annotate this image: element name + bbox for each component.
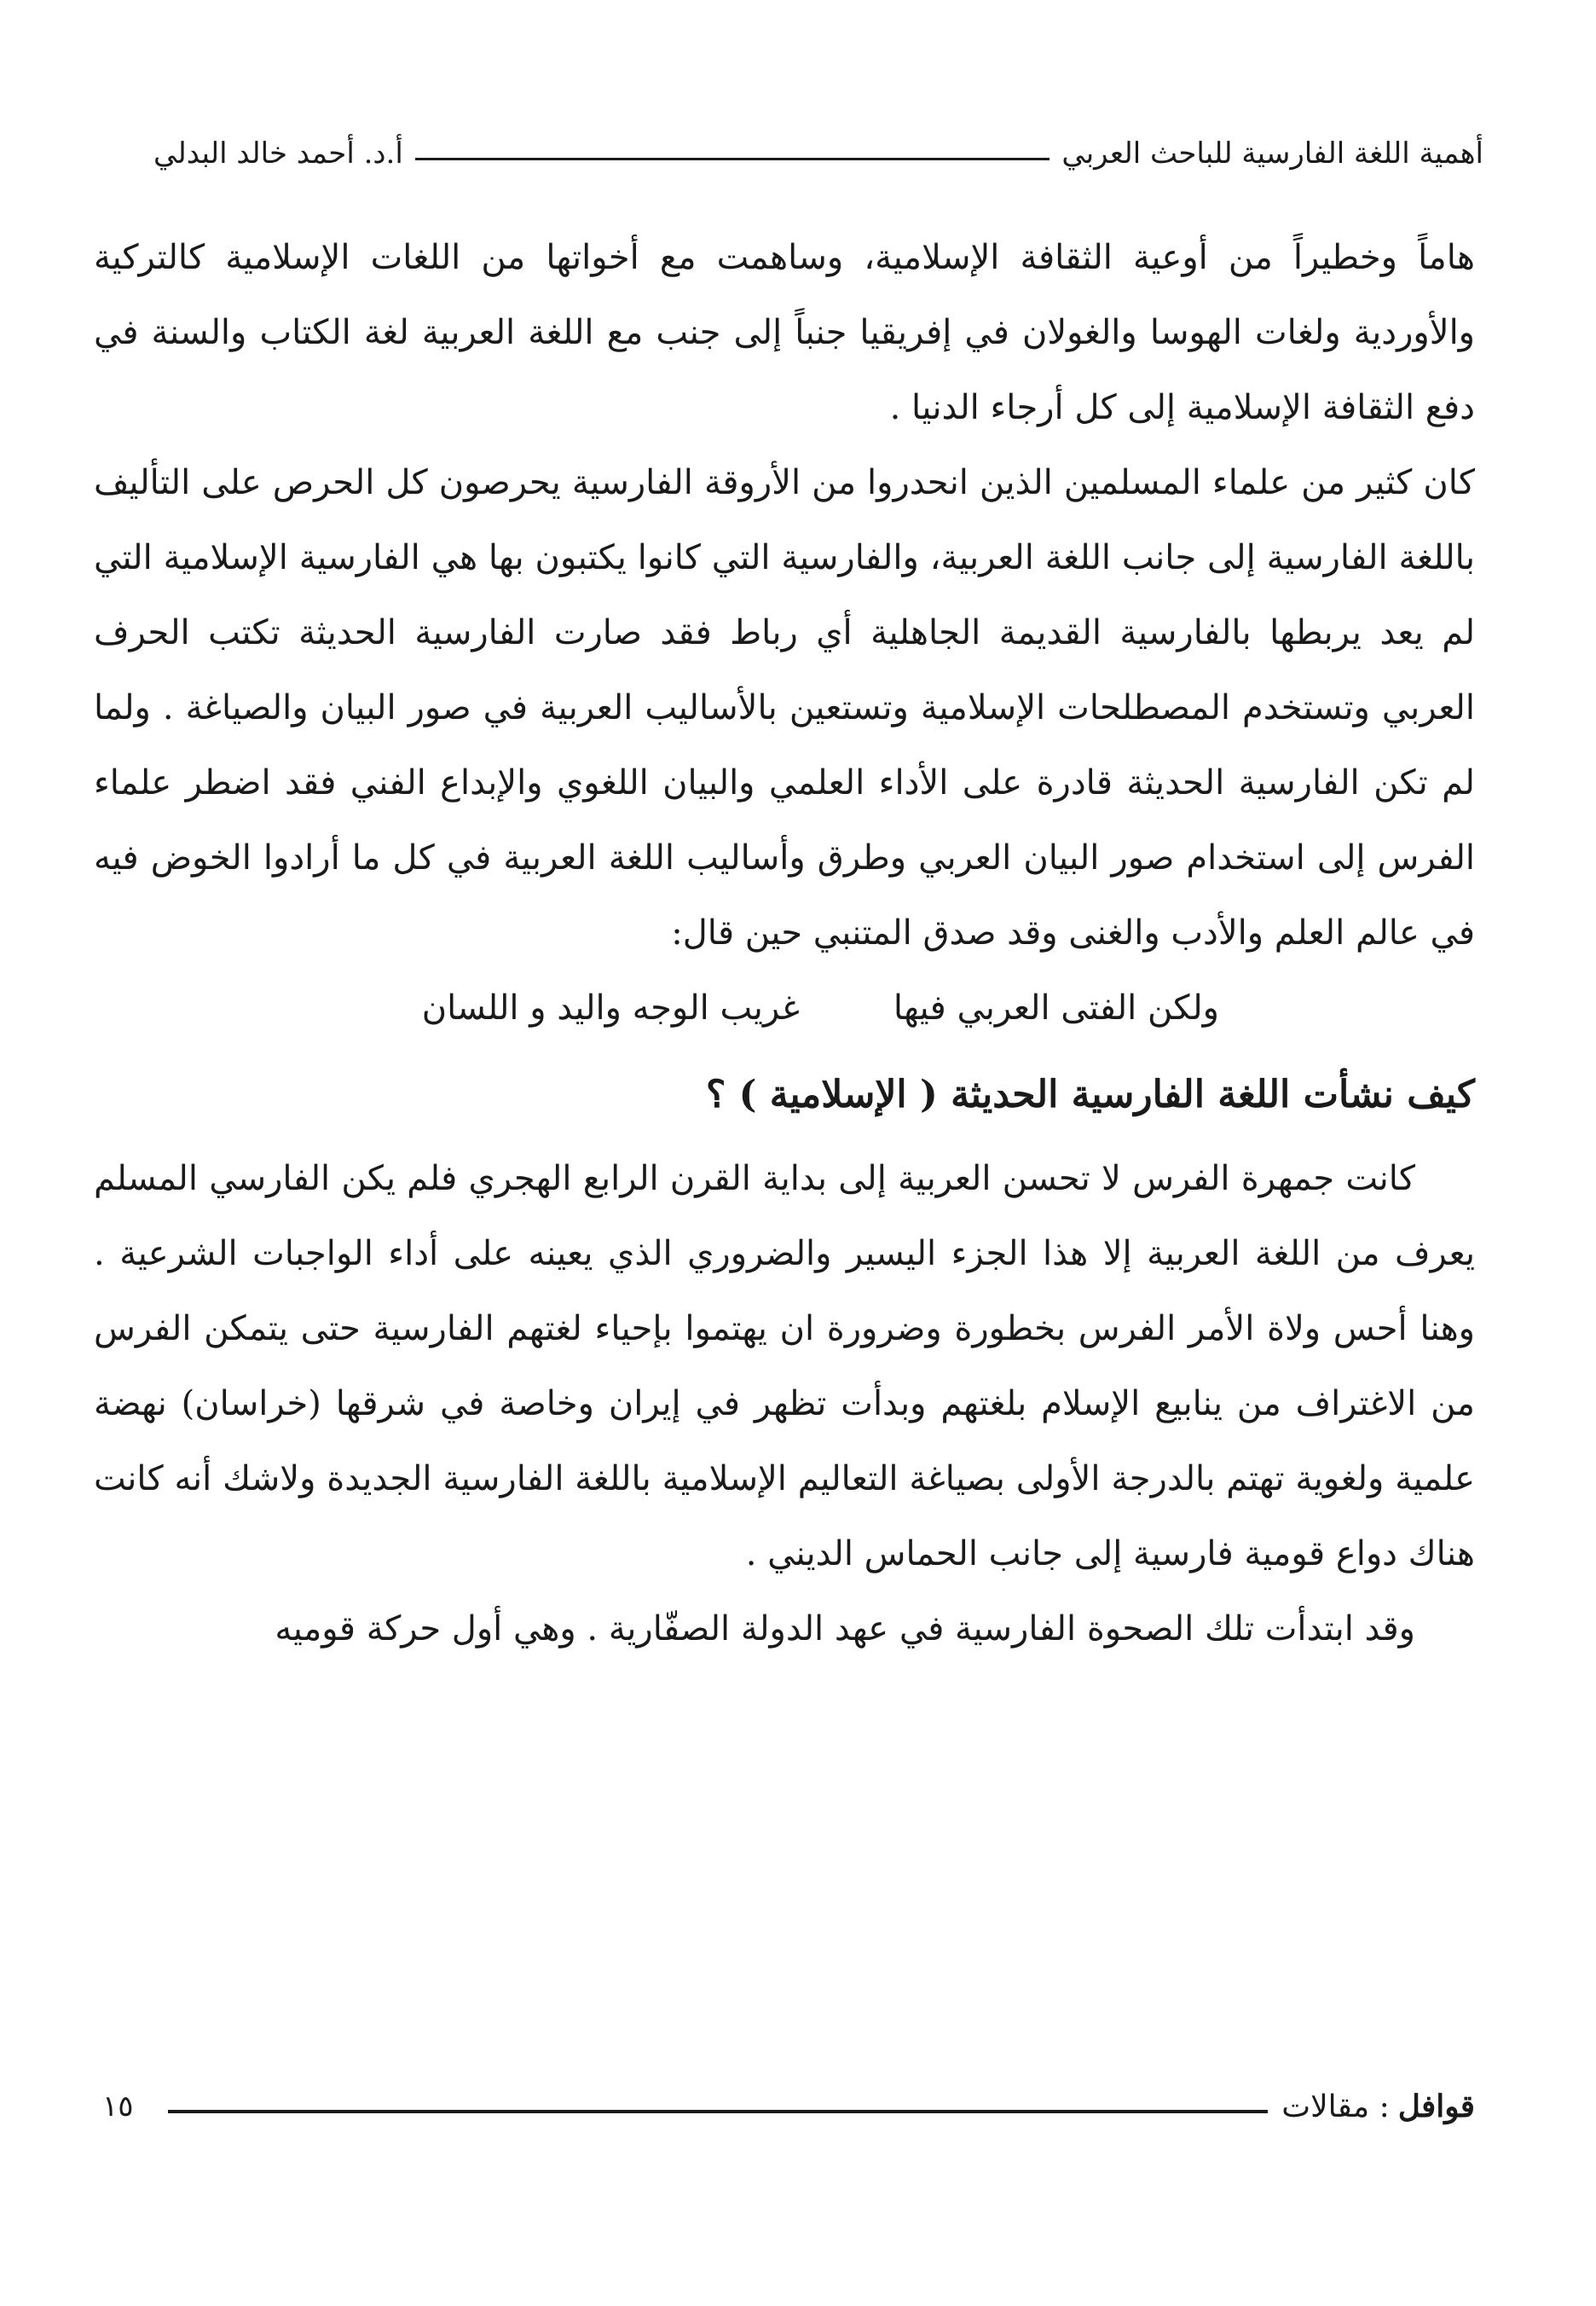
running-footer xyxy=(102,2081,1475,2132)
footer-journal: قوافل xyxy=(1397,2089,1475,2124)
verse-first-hemistich: ولكن الفتى العربي فيها xyxy=(893,988,1219,1028)
article-body xyxy=(94,220,1475,1666)
paragraph-2: كان كثير من علماء المسلمين الذين انحدروا من الأروقة الفارسية يحرصون كل الحرص على التأليف باللغة الفارسية إلى جانب اللغة العربية، والفارسية التي كانوا يكتبون بها هي الفارسية الإسلامية التي لم يعد يربطها بالفارسية القديمة الجاهلية أي رباط فقد صارت الفارسية الحديثة تكتب الحرف العربي وتستخدم المصطلحات الإسلامية وتستعين بالأساليب العربية في صور البيان والصياغة . ولما لم تكن الفارسية الحديثة قادرة على الأداء العلمي والبيان اللغوي والإبداع الفني فقد اضطر علماء الفرس إلى استخدام صور البيان العربي وطرق وأساليب اللغة العربية في كل ما أرادوا الخوض فيه في عالم العلم والأدب والغنى وقد صدق المتنبي حين قال: xyxy=(94,463,1476,953)
footer-rule xyxy=(168,2110,1269,2113)
poetry-verse xyxy=(94,970,1475,1046)
section-heading: كيف نشأت اللغة الفارسية الحديثة ( الإسلامية ) ؟ xyxy=(705,1073,1475,1116)
running-header xyxy=(153,128,1483,179)
header-author: أ.د. أحمد خالد البدلي xyxy=(153,136,403,171)
verse-second-hemistich: غريب الوجه واليد و اللسان xyxy=(421,988,800,1028)
header-title: أهمية اللغة الفارسية للباحث العربي xyxy=(1061,136,1483,171)
paragraph-3: كانت جمهرة الفرس لا تحسن العربية إلى بداية القرن الرابع الهجري فلم يكن الفارسي المسلم يعرف من اللغة العربية إلا هذا الجزء اليسير والضروري الذي يعينه على أداء الواجبات الشرعية . وهنا أحس ولاة الأمر الفرس بخطورة وضرورة ان يهتموا بإحياء لغتهم الفارسية حتى يتمكن الفرس من الاغتراف من ينابيع الإسلام بلغتهم وبدأت تظهر في إيران وخاصة في شرقها (خراسان) نهضة علمية ولغوية تهتم بالدرجة الأولى بصياغة التعاليم الإسلامية باللغة الفارسية الجديدة ولاشك أنه كانت هناك دواع قومية فارسية إلى جانب الحماس الديني . xyxy=(94,1159,1475,1573)
page-number: ١٥ xyxy=(102,2089,134,2123)
paragraph-4: وقد ابتدأت تلك الصحوة الفارسية في عهد الدولة الصفّارية . وهي أول حركة قوميه xyxy=(275,1609,1415,1648)
paragraph-1: هاماً وخطيراً من أوعية الثقافة الإسلامية، وساهمت مع أخواتها من اللغات الإسلامية كالتركية والأوردية ولغات الهوسا والغولان في إفريقيا جنباً إلى جنب مع اللغة العربية لغة الكتاب والسنة في دفع الثقافة الإسلامية إلى كل أرجاء الدنيا . xyxy=(94,238,1475,427)
header-rule xyxy=(415,158,1050,160)
footer-section: : مقالات xyxy=(1281,2089,1390,2124)
